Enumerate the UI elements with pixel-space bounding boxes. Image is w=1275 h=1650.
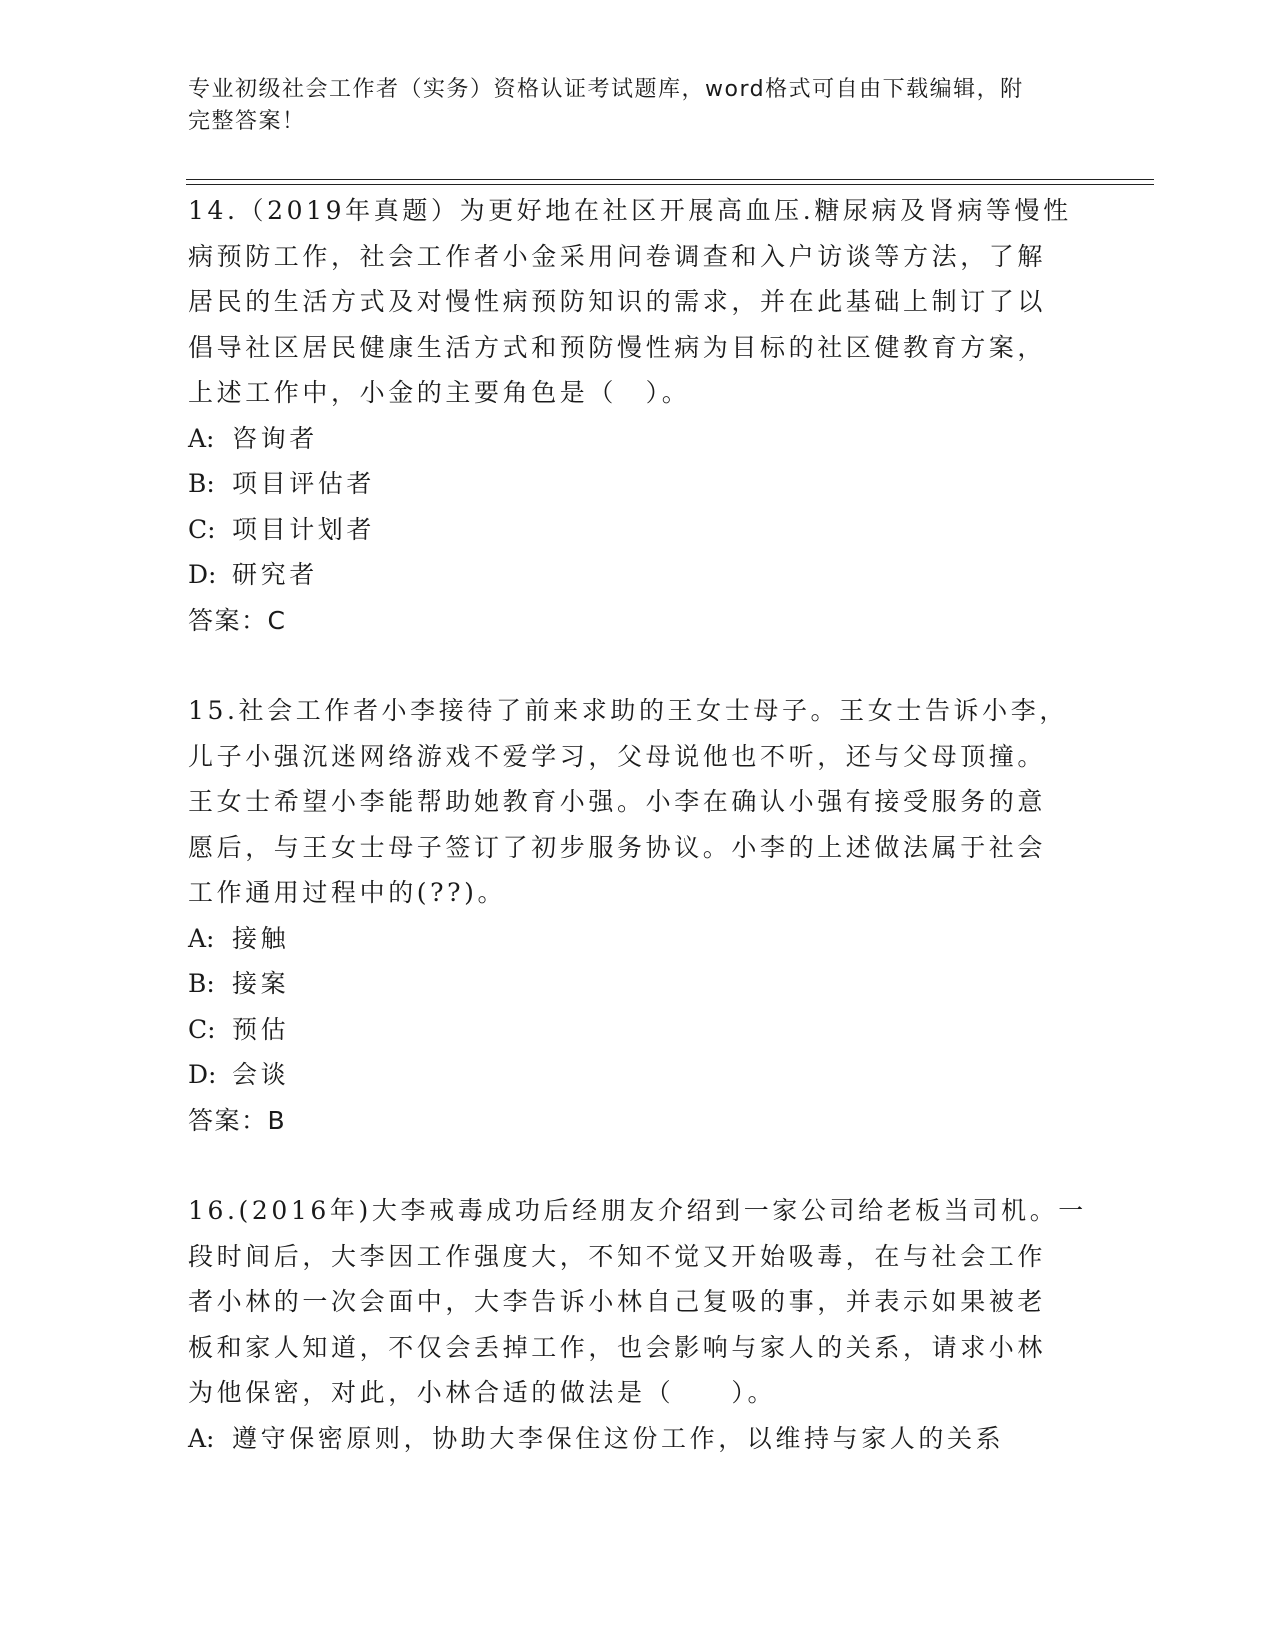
option-key: C: [188,1014,216,1044]
question-list [188,188,1088,1461]
spacer [188,643,1088,688]
header-divider-top [186,179,1154,180]
question-stem-line: 愿后，与王女士母子签订了初步服务协议。小李的上述做法属于社会 [188,832,1047,862]
option-key: C: [188,514,216,544]
answer-line: 答案：B [188,1105,287,1135]
option-text: 项目计划者 [232,514,376,544]
option-text: 咨询者 [232,423,318,453]
option-text: 会谈 [232,1060,290,1089]
question-stem-line: 居民的生活方式及对慢性病预防知识的需求，并在此基础上制订了以 [188,287,1047,316]
option-text: 接触 [232,923,290,953]
option-key: A: [188,1423,215,1453]
question-16 [188,1188,1088,1461]
option-key: B: [188,469,215,498]
question-stem-line: 板和家人知道，不仅会丢掉工作，也会影响与家人的关系，请求小林 [188,1332,1047,1362]
option-b [188,961,1088,1007]
question-stem-line: 工作通用过程中的(??)。 [188,878,507,907]
option-key: D: [188,560,217,589]
question-stem-line: 病预防工作，社会工作者小金采用问卷调查和入户访谈等方法，了解 [188,241,1047,271]
option-a [188,916,1088,962]
option-key: D: [188,1060,217,1089]
question-15 [188,688,1088,1143]
question-stem-line: 者小林的一次会面中，大李告诉小林自己复吸的事，并表示如果被老 [188,1287,1047,1316]
question-stem-line: 王女士希望小李能帮助她教育小强。小李在确认小强有接受服务的意 [188,787,1047,816]
option-text: 预估 [232,1014,290,1044]
option-b [188,461,1088,507]
option-text: 项目评估者 [232,469,376,498]
header-line-2: 完整答案！ [188,109,306,134]
answer-line: 答案：C [188,605,287,635]
header-divider-bottom [186,184,1154,185]
option-key: B: [188,969,215,998]
option-a [188,416,1088,462]
question-stem-line: 段时间后，大李因工作强度大，不知不觉又开始吸毒，在与社会工作 [188,1241,1047,1271]
question-stem-line: 儿子小强沉迷网络游戏不爱学习，父母说他也不听，还与父母顶撞。 [188,741,1047,771]
option-text: 遵守保密原则，协助大李保住这份工作，以维持与家人的关系 [232,1423,1005,1453]
option-text: 研究者 [232,560,318,589]
option-key: A: [188,923,215,953]
question-stem-line: 为他保密，对此，小林合适的做法是（ ）。 [188,1378,777,1407]
option-text: 接案 [232,969,290,998]
header-line-1: 专业初级社会工作者（实务）资格认证考试题库，word格式可自由下载编辑，附 [188,77,1024,102]
option-c [188,507,1088,553]
option-a [188,1416,1088,1462]
option-d [188,552,1088,598]
question-14 [188,188,1088,643]
question-stem-line: 16.(2016年)大李戒毒成功后经朋友介绍到一家公司给老板当司机。一 [188,1196,1087,1225]
question-stem-line: 上述工作中，小金的主要角色是（ ）。 [188,378,691,407]
question-stem-line: 15.社会工作者小李接待了前来求助的王女士母子。王女士告诉小李， [188,696,1068,725]
document-header [188,74,1088,138]
option-key: A: [188,423,215,453]
spacer [188,1143,1088,1188]
question-stem-line: 倡导社区居民健康生活方式和预防慢性病为目标的社区健教育方案， [188,332,1047,362]
option-d [188,1052,1088,1098]
question-stem-line: 14.（2019年真题）为更好地在社区开展高血压.糖尿病及肾病等慢性 [188,196,1072,225]
option-c [188,1007,1088,1053]
